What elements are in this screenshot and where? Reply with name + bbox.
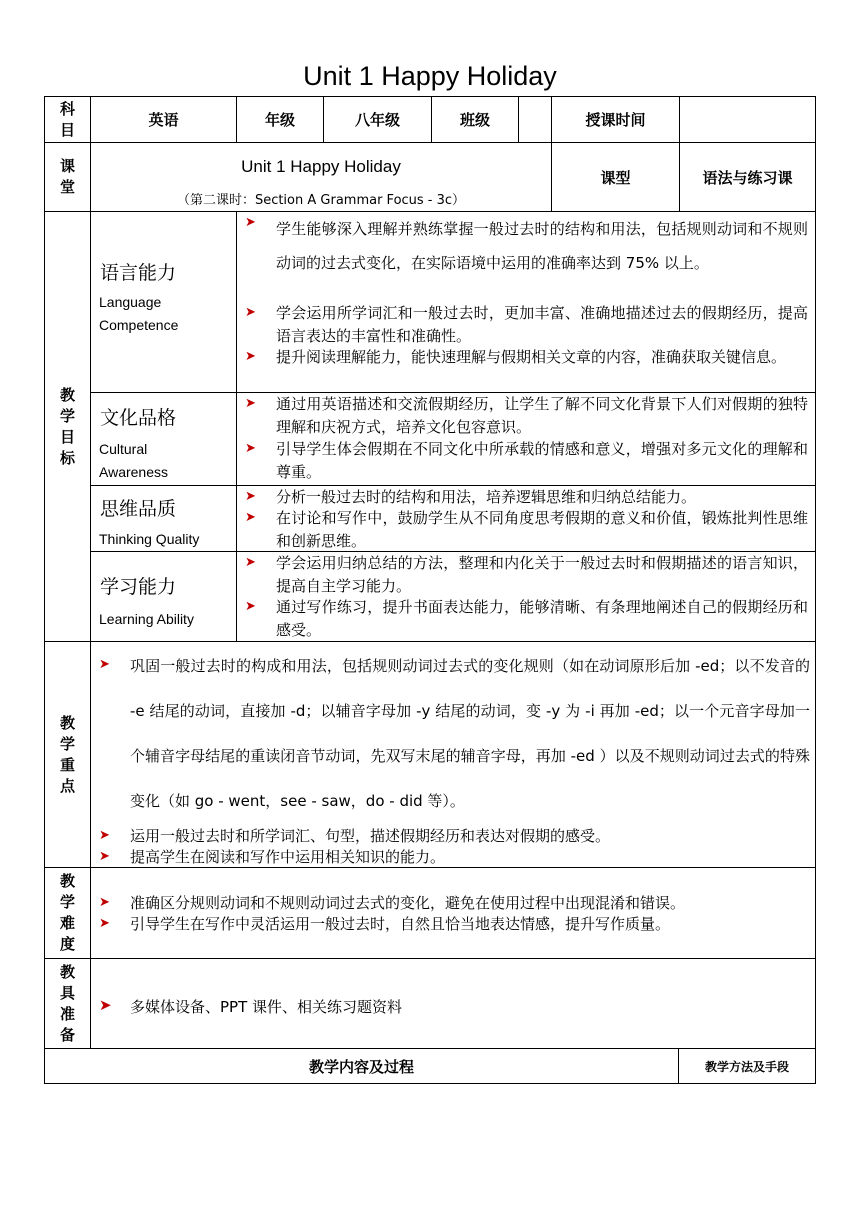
key-point-item: 提高学生在阅读和写作中运用相关知识的能力。 — [130, 848, 446, 866]
arrowhead-bullet-icon: ➤ — [245, 489, 256, 504]
lesson-subtitle: （第二课时：Section A Grammar Focus - 3c） — [176, 193, 466, 208]
category-en: Awareness — [99, 464, 169, 480]
subject-value: 英语 — [148, 111, 179, 129]
objective-category-language — [91, 212, 236, 392]
objective-item: 学会运用所学词汇和一般过去时，更加丰富、准确地描述过去的假期经历，提高语言表达的丰富性和准确性。 — [276, 304, 808, 345]
category-zh: 语言能力 — [100, 262, 177, 284]
objective-item: 分析一般过去时的结构和用法，培养逻辑思维和归纳总结能力。 — [276, 488, 697, 506]
objective-category-culture — [91, 393, 236, 485]
objective-item: 在讨论和写作中，鼓励学生从不同角度思考假期的意义和价值，锻炼批判性思维和创新思维。 — [276, 509, 808, 550]
objective-category-learning — [91, 552, 236, 641]
category-zh: 文化品格 — [100, 407, 177, 429]
arrowhead-bullet-icon: ➤ — [99, 828, 110, 843]
category-en: Thinking Quality — [99, 531, 200, 547]
difficulties-label: 教学难度 — [59, 872, 75, 953]
subject-label: 科目 — [59, 99, 75, 139]
category-en: Learning Ability — [99, 611, 194, 627]
category-en: Language — [99, 294, 162, 310]
arrowhead-bullet-icon: ➤ — [99, 916, 110, 931]
materials-label: 教具准备 — [59, 962, 75, 1044]
time-value — [680, 97, 815, 142]
category-en: Competence — [99, 317, 179, 333]
page-title: Unit 1 Happy Holiday — [303, 61, 557, 91]
arrowhead-bullet-icon: ➤ — [99, 996, 112, 1014]
difficulty-item: 引导学生在写作中灵活运用一般过去时，自然且恰当地表达情感，提升写作质量。 — [130, 915, 671, 933]
objective-category-thinking — [91, 486, 236, 551]
key-point-item: 巩固一般过去时的构成和用法，包括规则动词过去式的变化规则（如在动词原形后加 -ed；以不发音的 -e 结尾的动词，直接加 -d；以辅音字母加 -y 结尾的动词，变 -y 为 -i 再加 -ed；以一个元音字母加一个辅音字母结尾的重读闭音节动词，先双写末尾的辅音字母，再加 -ed ）以及不规则动词过去式的特殊变化（如 go - went，see - saw，do - did 等）。 — [130, 657, 810, 810]
objective-item: 学会运用归纳总结的方法，整理和内化关于一般过去时和假期描述的语言知识，提高自主学习能力。 — [276, 554, 808, 595]
time-label: 授课时间 — [585, 111, 646, 129]
arrowhead-bullet-icon: ➤ — [245, 599, 256, 614]
key-point-item: 运用一般过去时和所学词汇、句型，描述假期经历和表达对假期的感受。 — [130, 827, 611, 845]
arrowhead-bullet-icon: ➤ — [245, 349, 256, 364]
objectives-label: 教学目标 — [59, 385, 75, 467]
objective-item: 提升阅读理解能力，能快速理解与假期相关文章的内容，准确获取关键信息。 — [276, 348, 787, 366]
objective-item: 引导学生体会假期在不同文化中所承载的情感和意义，增强对多元文化的理解和尊重。 — [276, 440, 808, 481]
objective-item: 通过用英语描述和交流假期经历，让学生了解不同文化背景下人们对假期的独特理解和庆祝方式，培养文化包容意识。 — [276, 395, 808, 436]
objective-item: 学生能够深入理解并熟练掌握一般过去时的结构和用法，包括规则动词和不规则动词的过去式变化，在实际语境中运用的准确率达到 75% 以上。 — [276, 220, 808, 272]
key-points-label: 教学重点 — [59, 713, 75, 795]
materials-item: 多媒体设备、PPT 课件、相关练习题资料 — [130, 998, 403, 1016]
arrowhead-bullet-icon: ➤ — [99, 895, 110, 910]
category-en: Cultural — [99, 441, 148, 457]
arrowhead-bullet-icon: ➤ — [245, 441, 256, 456]
class-label: 班级 — [459, 111, 490, 129]
arrowhead-bullet-icon: ➤ — [245, 396, 256, 411]
lesson-title: Unit 1 Happy Holiday — [241, 157, 401, 176]
lesson-type-value: 语法与练习课 — [702, 168, 793, 187]
category-zh: 学习能力 — [100, 576, 177, 598]
arrowhead-bullet-icon: ➤ — [245, 510, 256, 525]
arrowhead-bullet-icon: ➤ — [245, 305, 256, 320]
lesson-type-label: 课型 — [600, 168, 631, 187]
objective-item: 通过写作练习，提升书面表达能力，能够清晰、有条理地阐述自己的假期经历和感受。 — [276, 598, 808, 639]
category-zh: 思维品质 — [100, 498, 177, 520]
content-process-header: 教学内容及过程 — [308, 1057, 414, 1076]
grade-label: 年级 — [264, 111, 295, 129]
arrowhead-bullet-icon: ➤ — [245, 555, 256, 570]
difficulty-item: 准确区分规则动词和不规则动词过去式的变化，避免在使用过程中出现混淆和错误。 — [130, 894, 686, 912]
arrowhead-bullet-icon: ➤ — [99, 657, 110, 672]
grade-value: 八年级 — [354, 111, 400, 129]
arrowhead-bullet-icon: ➤ — [99, 849, 110, 864]
arrowhead-bullet-icon: ➤ — [245, 215, 256, 230]
class-value — [519, 97, 551, 142]
method-header: 教学方法及手段 — [704, 1059, 789, 1074]
lesson-title-cell — [91, 143, 551, 211]
lesson-label: 课堂 — [59, 157, 75, 196]
